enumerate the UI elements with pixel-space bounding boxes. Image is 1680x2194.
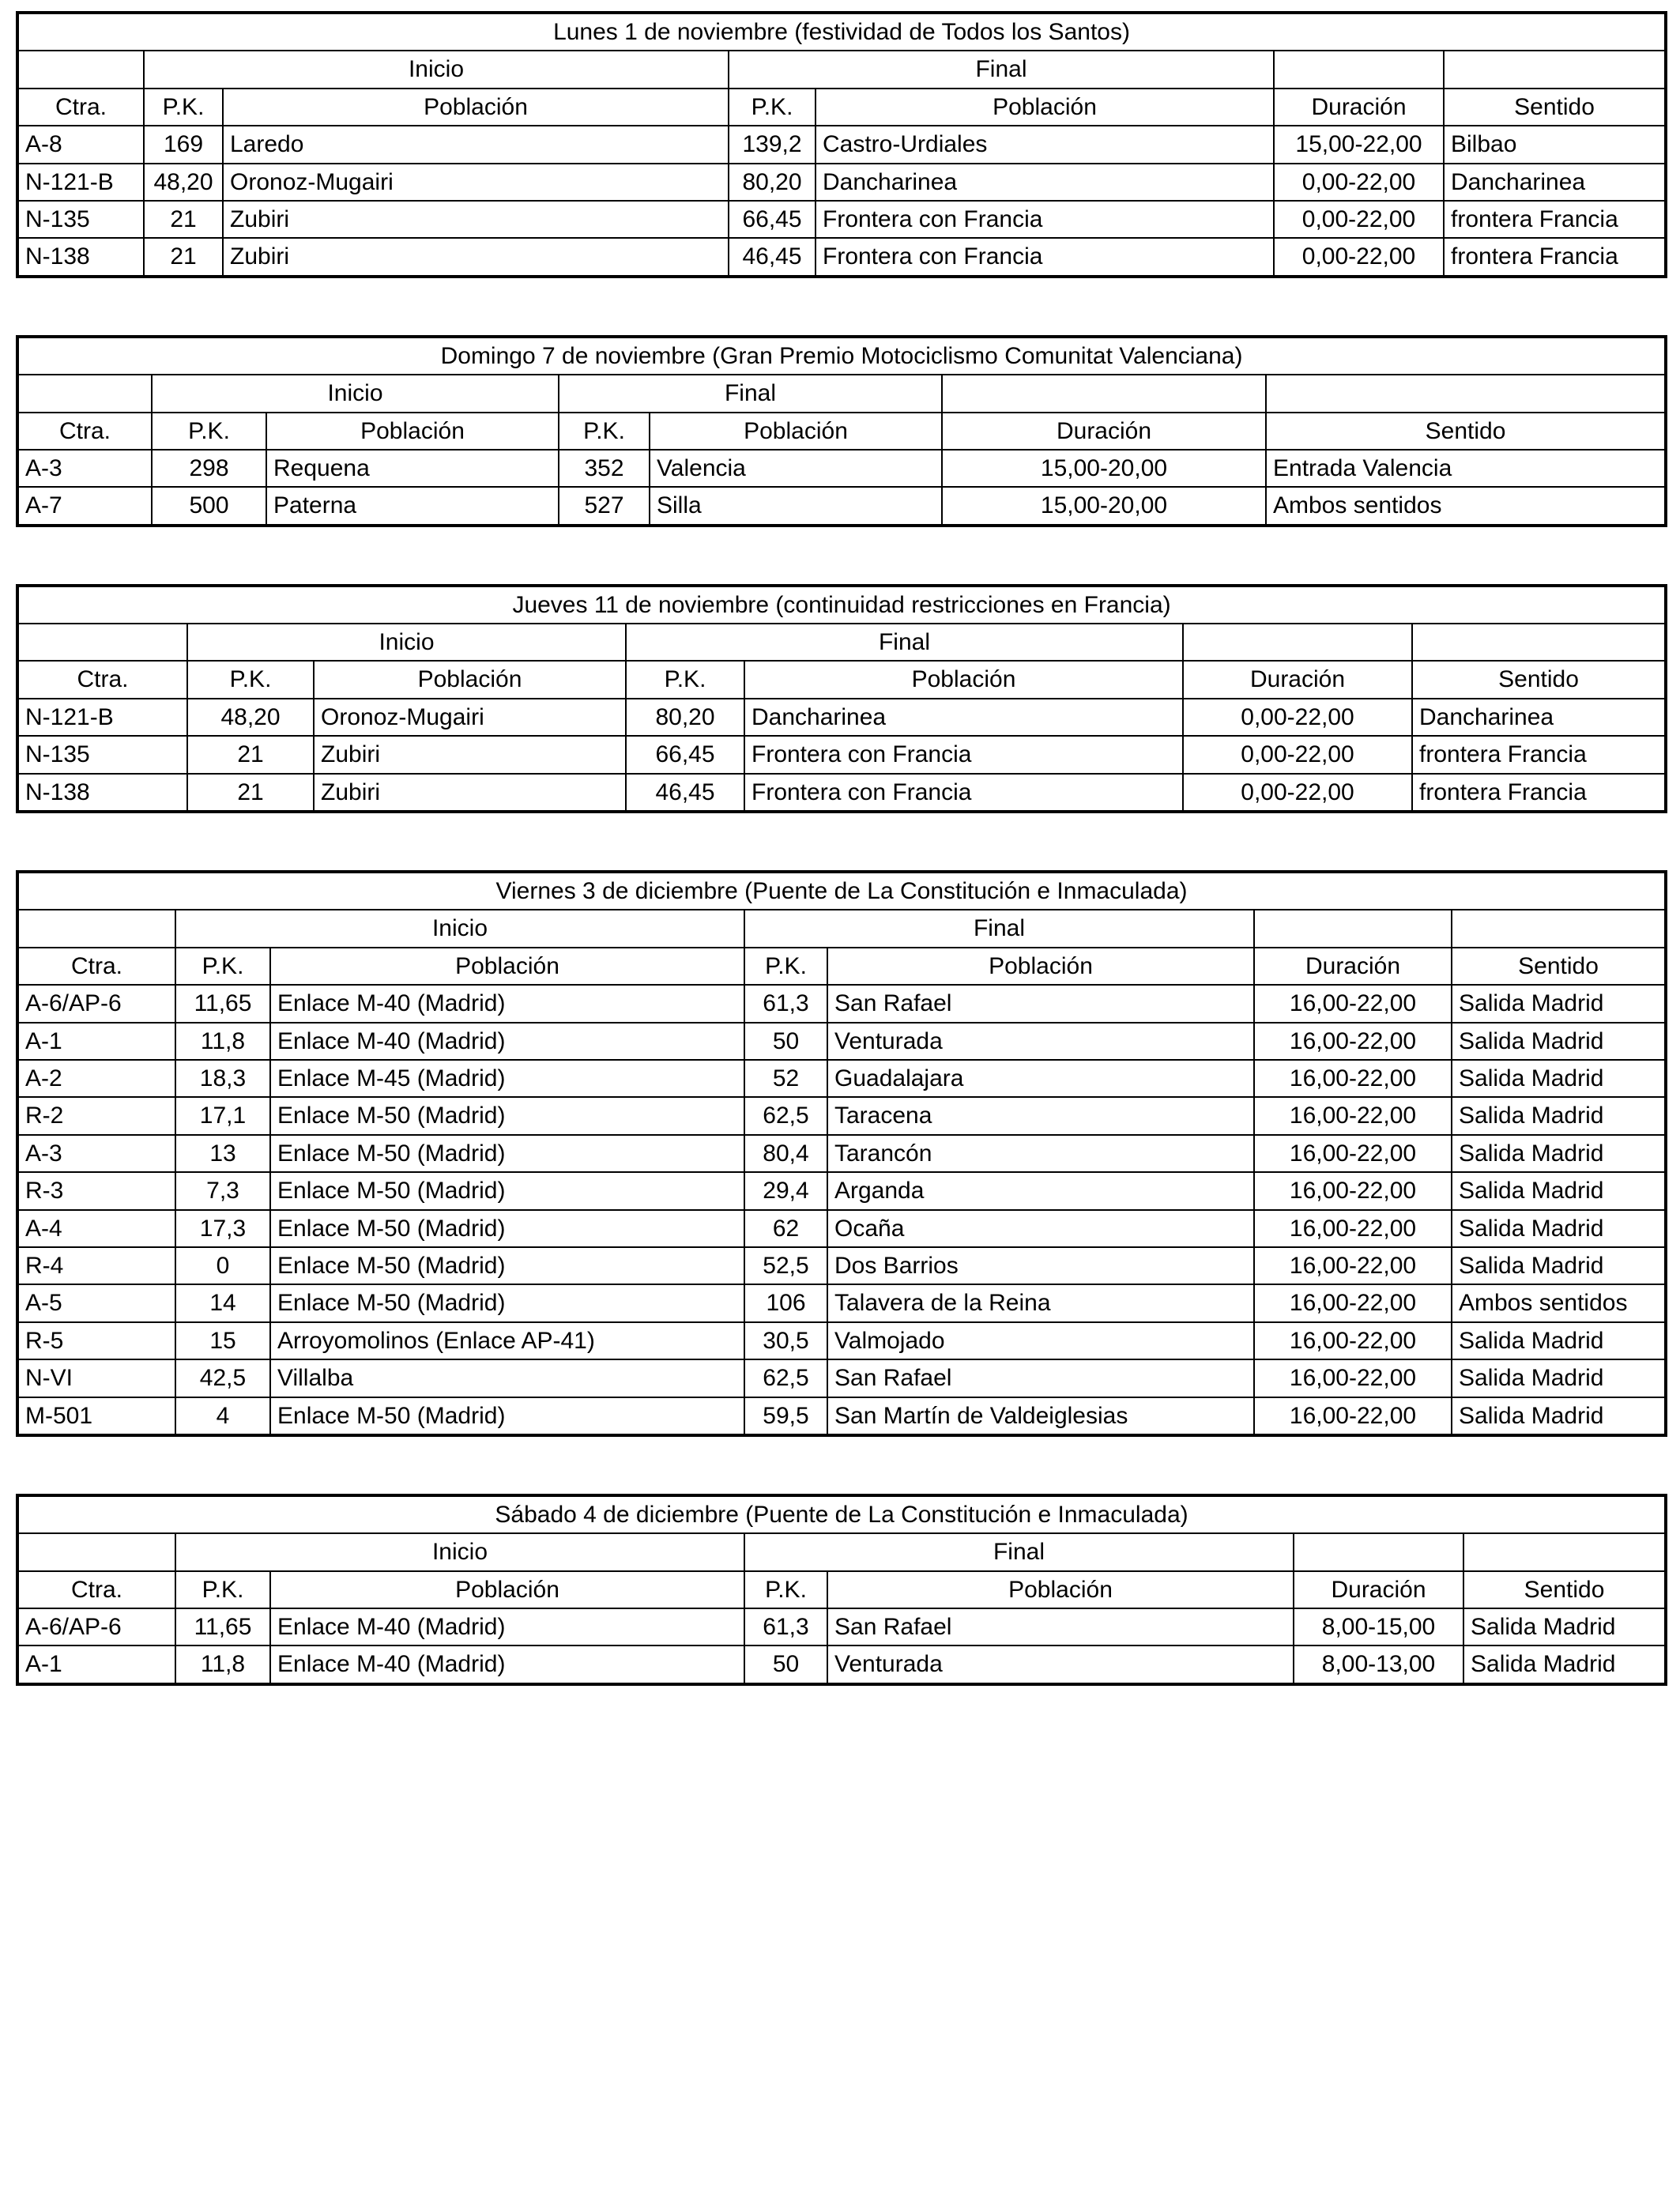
table-group-header-row (17, 624, 1666, 661)
cell-ctra: R-4 (17, 1247, 175, 1284)
cell-pk-final: 139,2 (729, 126, 816, 163)
cell-sentido: Salida Madrid (1452, 1397, 1666, 1435)
col-header-pk-inicio: P.K. (187, 661, 314, 698)
cell-duracion: 8,00-15,00 (1294, 1608, 1463, 1646)
table-row (17, 238, 1666, 276)
cell-poblacion-inicio: Oronoz-Mugairi (223, 164, 729, 201)
cell-sentido: Dancharinea (1444, 164, 1666, 201)
cell-sentido: Salida Madrid (1452, 985, 1666, 1022)
cell-poblacion-final: Frontera con Francia (744, 774, 1183, 812)
col-header-poblacion-final: Población (650, 413, 942, 450)
table-row (17, 201, 1666, 238)
cell-duracion: 0,00-22,00 (1183, 774, 1412, 812)
cell-duracion: 0,00-22,00 (1274, 238, 1444, 276)
cell-sentido: Bilbao (1444, 126, 1666, 163)
group-header-empty (17, 51, 144, 88)
table-group-header-row (17, 910, 1666, 947)
cell-poblacion-inicio: Arroyomolinos (Enlace AP-41) (270, 1322, 744, 1359)
cell-pk-inicio: 14 (175, 1284, 270, 1321)
cell-pk-inicio: 0 (175, 1247, 270, 1284)
cell-poblacion-final: Frontera con Francia (744, 736, 1183, 773)
col-header-duracion: Duración (1183, 661, 1412, 698)
cell-poblacion-final: San Rafael (827, 985, 1254, 1022)
col-header-pk-inicio: P.K. (175, 1571, 270, 1608)
cell-pk-inicio: 42,5 (175, 1359, 270, 1397)
cell-pk-final: 62,5 (744, 1097, 827, 1134)
cell-duracion: 15,00-22,00 (1274, 126, 1444, 163)
cell-poblacion-final: Guadalajara (827, 1060, 1254, 1097)
cell-duracion: 16,00-22,00 (1254, 1284, 1452, 1321)
cell-duracion: 15,00-20,00 (942, 450, 1266, 487)
cell-poblacion-final: San Rafael (827, 1359, 1254, 1397)
col-header-poblacion-final: Población (744, 661, 1183, 698)
cell-ctra: N-138 (17, 238, 144, 276)
table-title: Viernes 3 de diciembre (Puente de La Constitución e Inmaculada) (17, 872, 1666, 910)
table-row (17, 1247, 1666, 1284)
cell-ctra: A-8 (17, 126, 144, 163)
cell-pk-inicio: 298 (152, 450, 266, 487)
group-header-inicio: Inicio (175, 910, 744, 947)
col-header-sentido: Sentido (1452, 948, 1666, 985)
schedule-table-wrapper-4 (16, 1494, 1664, 1686)
cell-pk-inicio: 18,3 (175, 1060, 270, 1097)
table-column-header-row (17, 948, 1666, 985)
cell-poblacion-inicio: Enlace M-50 (Madrid) (270, 1397, 744, 1435)
schedule-table-wrapper-3 (16, 870, 1664, 1437)
cell-poblacion-inicio: Zubiri (223, 238, 729, 276)
cell-poblacion-final: Taracena (827, 1097, 1254, 1134)
table-title: Sábado 4 de diciembre (Puente de La Constitución e Inmaculada) (17, 1495, 1666, 1533)
cell-poblacion-final: Silla (650, 487, 942, 525)
cell-ctra: N-135 (17, 201, 144, 238)
col-header-ctra: Ctra. (17, 948, 175, 985)
cell-ctra: N-121-B (17, 699, 187, 736)
table-row (17, 699, 1666, 736)
table-title: Domingo 7 de noviembre (Gran Premio Motociclismo Comunitat Valenciana) (17, 337, 1666, 375)
col-header-poblacion-inicio: Población (270, 1571, 744, 1608)
col-header-sentido: Sentido (1444, 89, 1666, 126)
col-header-pk-final: P.K. (559, 413, 650, 450)
col-header-ctra: Ctra. (17, 1571, 175, 1608)
cell-pk-inicio: 4 (175, 1397, 270, 1435)
cell-sentido: frontera Francia (1444, 238, 1666, 276)
cell-pk-final: 30,5 (744, 1322, 827, 1359)
schedule-table-wrapper-1 (16, 335, 1664, 527)
table-group-header-row (17, 1533, 1666, 1570)
cell-pk-inicio: 17,3 (175, 1210, 270, 1247)
schedule-table-4 (16, 1494, 1667, 1686)
table-column-header-row (17, 413, 1666, 450)
schedule-table-wrapper-0 (16, 11, 1664, 278)
col-header-duracion: Duración (1294, 1571, 1463, 1608)
group-header-inicio: Inicio (175, 1533, 744, 1570)
cell-poblacion-inicio: Enlace M-40 (Madrid) (270, 1608, 744, 1646)
table-row (17, 1060, 1666, 1097)
group-header-empty-duracion (1294, 1533, 1463, 1570)
table-row (17, 736, 1666, 773)
table-column-header-row (17, 661, 1666, 698)
cell-pk-inicio: 13 (175, 1135, 270, 1172)
cell-sentido: Salida Madrid (1452, 1247, 1666, 1284)
cell-duracion: 0,00-22,00 (1274, 164, 1444, 201)
cell-pk-inicio: 21 (144, 238, 223, 276)
cell-pk-final: 46,45 (626, 774, 744, 812)
cell-pk-inicio: 169 (144, 126, 223, 163)
col-header-pk-inicio: P.K. (175, 948, 270, 985)
cell-poblacion-inicio: Requena (266, 450, 559, 487)
cell-sentido: Salida Madrid (1452, 1135, 1666, 1172)
cell-ctra: A-3 (17, 1135, 175, 1172)
cell-ctra: R-5 (17, 1322, 175, 1359)
cell-ctra: A-3 (17, 450, 152, 487)
col-header-sentido: Sentido (1412, 661, 1666, 698)
cell-pk-inicio: 21 (187, 774, 314, 812)
group-header-empty-duracion (1254, 910, 1452, 947)
col-header-duracion: Duración (1254, 948, 1452, 985)
table-row (17, 1359, 1666, 1397)
schedule-table-1 (16, 335, 1667, 527)
group-header-empty-sentido (1452, 910, 1666, 947)
cell-pk-final: 66,45 (626, 736, 744, 773)
cell-poblacion-inicio: Enlace M-45 (Madrid) (270, 1060, 744, 1097)
cell-ctra: A-6/AP-6 (17, 1608, 175, 1646)
cell-poblacion-inicio: Enlace M-50 (Madrid) (270, 1172, 744, 1209)
cell-poblacion-final: San Rafael (827, 1608, 1294, 1646)
cell-duracion: 16,00-22,00 (1254, 1359, 1452, 1397)
cell-poblacion-final: Venturada (827, 1646, 1294, 1683)
cell-poblacion-final: Dancharinea (816, 164, 1274, 201)
cell-pk-inicio: 11,65 (175, 985, 270, 1022)
table-row (17, 1097, 1666, 1134)
group-header-empty (17, 624, 187, 661)
schedule-table-wrapper-2 (16, 584, 1664, 813)
col-header-pk-final: P.K. (744, 1571, 827, 1608)
cell-ctra: A-2 (17, 1060, 175, 1097)
table-row (17, 487, 1666, 525)
group-header-final: Final (744, 910, 1254, 947)
col-header-duracion: Duración (942, 413, 1266, 450)
cell-pk-inicio: 11,65 (175, 1608, 270, 1646)
col-header-pk-inicio: P.K. (152, 413, 266, 450)
cell-sentido: Salida Madrid (1452, 1172, 1666, 1209)
cell-poblacion-final: Valencia (650, 450, 942, 487)
cell-sentido: Salida Madrid (1463, 1646, 1666, 1683)
cell-sentido: frontera Francia (1412, 736, 1666, 773)
cell-pk-final: 46,45 (729, 238, 816, 276)
cell-poblacion-inicio: Enlace M-50 (Madrid) (270, 1135, 744, 1172)
table-row (17, 1135, 1666, 1172)
cell-duracion: 16,00-22,00 (1254, 985, 1452, 1022)
table-row (17, 1210, 1666, 1247)
table-row (17, 1023, 1666, 1060)
cell-sentido: Salida Madrid (1463, 1608, 1666, 1646)
col-header-ctra: Ctra. (17, 661, 187, 698)
cell-duracion: 16,00-22,00 (1254, 1247, 1452, 1284)
cell-sentido: Entrada Valencia (1266, 450, 1666, 487)
table-title-row (17, 13, 1666, 51)
group-header-empty-duracion (942, 375, 1266, 412)
cell-pk-final: 80,20 (729, 164, 816, 201)
cell-poblacion-inicio: Villalba (270, 1359, 744, 1397)
col-header-sentido: Sentido (1266, 413, 1666, 450)
cell-poblacion-inicio: Enlace M-40 (Madrid) (270, 985, 744, 1022)
table-column-header-row (17, 89, 1666, 126)
cell-poblacion-final: Castro-Urdiales (816, 126, 1274, 163)
cell-pk-final: 50 (744, 1023, 827, 1060)
group-header-empty-duracion (1274, 51, 1444, 88)
cell-ctra: N-138 (17, 774, 187, 812)
cell-poblacion-inicio: Enlace M-50 (Madrid) (270, 1097, 744, 1134)
table-row (17, 1284, 1666, 1321)
cell-ctra: A-5 (17, 1284, 175, 1321)
cell-pk-final: 527 (559, 487, 650, 525)
cell-poblacion-final: San Martín de Valdeiglesias (827, 1397, 1254, 1435)
table-row (17, 1322, 1666, 1359)
cell-pk-inicio: 500 (152, 487, 266, 525)
col-header-poblacion-inicio: Población (266, 413, 559, 450)
table-title: Jueves 11 de noviembre (continuidad restricciones en Francia) (17, 586, 1666, 624)
group-header-empty (17, 1533, 175, 1570)
cell-pk-final: 59,5 (744, 1397, 827, 1435)
cell-duracion: 16,00-22,00 (1254, 1322, 1452, 1359)
cell-pk-inicio: 17,1 (175, 1097, 270, 1134)
cell-ctra: A-7 (17, 487, 152, 525)
cell-poblacion-inicio: Enlace M-50 (Madrid) (270, 1247, 744, 1284)
table-row (17, 1608, 1666, 1646)
table-row (17, 985, 1666, 1022)
table-title: Lunes 1 de noviembre (festividad de Todos los Santos) (17, 13, 1666, 51)
cell-sentido: Salida Madrid (1452, 1210, 1666, 1247)
cell-pk-inicio: 7,3 (175, 1172, 270, 1209)
cell-poblacion-final: Talavera de la Reina (827, 1284, 1254, 1321)
cell-pk-final: 61,3 (744, 1608, 827, 1646)
cell-duracion: 0,00-22,00 (1274, 201, 1444, 238)
cell-poblacion-inicio: Enlace M-40 (Madrid) (270, 1023, 744, 1060)
cell-pk-inicio: 48,20 (144, 164, 223, 201)
cell-sentido: Salida Madrid (1452, 1322, 1666, 1359)
table-group-header-row (17, 51, 1666, 88)
cell-poblacion-final: Dancharinea (744, 699, 1183, 736)
table-title-row (17, 872, 1666, 910)
cell-poblacion-inicio: Enlace M-50 (Madrid) (270, 1210, 744, 1247)
col-header-ctra: Ctra. (17, 89, 144, 126)
schedule-table-0 (16, 11, 1667, 278)
cell-duracion: 16,00-22,00 (1254, 1172, 1452, 1209)
cell-sentido: Salida Madrid (1452, 1023, 1666, 1060)
cell-poblacion-final: Tarancón (827, 1135, 1254, 1172)
group-header-final: Final (559, 375, 942, 412)
cell-poblacion-final: Valmojado (827, 1322, 1254, 1359)
group-header-final: Final (744, 1533, 1294, 1570)
cell-pk-inicio: 21 (144, 201, 223, 238)
table-row (17, 126, 1666, 163)
cell-poblacion-final: Venturada (827, 1023, 1254, 1060)
cell-pk-final: 61,3 (744, 985, 827, 1022)
cell-poblacion-inicio: Zubiri (314, 736, 626, 773)
cell-ctra: R-3 (17, 1172, 175, 1209)
col-header-pk-inicio: P.K. (144, 89, 223, 126)
col-header-pk-final: P.K. (626, 661, 744, 698)
cell-poblacion-inicio: Paterna (266, 487, 559, 525)
table-row (17, 1646, 1666, 1683)
group-header-inicio: Inicio (152, 375, 559, 412)
cell-pk-final: 106 (744, 1284, 827, 1321)
cell-pk-final: 80,20 (626, 699, 744, 736)
group-header-empty-sentido (1412, 624, 1666, 661)
cell-pk-final: 29,4 (744, 1172, 827, 1209)
cell-pk-inicio: 48,20 (187, 699, 314, 736)
col-header-poblacion-inicio: Población (314, 661, 626, 698)
table-row (17, 450, 1666, 487)
cell-sentido: Salida Madrid (1452, 1060, 1666, 1097)
cell-duracion: 16,00-22,00 (1254, 1135, 1452, 1172)
cell-poblacion-inicio: Laredo (223, 126, 729, 163)
cell-pk-inicio: 21 (187, 736, 314, 773)
cell-ctra: A-6/AP-6 (17, 985, 175, 1022)
group-header-empty-sentido (1444, 51, 1666, 88)
group-header-final: Final (626, 624, 1183, 661)
cell-ctra: A-1 (17, 1023, 175, 1060)
cell-duracion: 0,00-22,00 (1183, 699, 1412, 736)
col-header-sentido: Sentido (1463, 1571, 1666, 1608)
cell-duracion: 16,00-22,00 (1254, 1397, 1452, 1435)
cell-ctra: N-135 (17, 736, 187, 773)
cell-duracion: 0,00-22,00 (1183, 736, 1412, 773)
cell-poblacion-inicio: Zubiri (314, 774, 626, 812)
cell-sentido: frontera Francia (1444, 201, 1666, 238)
cell-poblacion-inicio: Enlace M-50 (Madrid) (270, 1284, 744, 1321)
table-title-row (17, 586, 1666, 624)
group-header-empty (17, 910, 175, 947)
cell-ctra: R-2 (17, 1097, 175, 1134)
cell-poblacion-final: Frontera con Francia (816, 238, 1274, 276)
group-header-empty-sentido (1463, 1533, 1666, 1570)
cell-poblacion-final: Dos Barrios (827, 1247, 1254, 1284)
table-row (17, 1172, 1666, 1209)
col-header-poblacion-final: Población (816, 89, 1274, 126)
cell-pk-inicio: 11,8 (175, 1023, 270, 1060)
schedule-table-3 (16, 870, 1667, 1437)
group-header-empty-sentido (1266, 375, 1666, 412)
cell-poblacion-inicio: Oronoz-Mugairi (314, 699, 626, 736)
cell-sentido: Salida Madrid (1452, 1359, 1666, 1397)
cell-ctra: N-VI (17, 1359, 175, 1397)
cell-ctra: M-501 (17, 1397, 175, 1435)
col-header-pk-final: P.K. (744, 948, 827, 985)
cell-poblacion-inicio: Enlace M-40 (Madrid) (270, 1646, 744, 1683)
cell-sentido: Dancharinea (1412, 699, 1666, 736)
cell-poblacion-final: Frontera con Francia (816, 201, 1274, 238)
cell-ctra: A-1 (17, 1646, 175, 1683)
cell-pk-final: 80,4 (744, 1135, 827, 1172)
table-row (17, 164, 1666, 201)
col-header-ctra: Ctra. (17, 413, 152, 450)
table-column-header-row (17, 1571, 1666, 1608)
cell-pk-final: 52 (744, 1060, 827, 1097)
col-header-pk-final: P.K. (729, 89, 816, 126)
cell-poblacion-inicio: Zubiri (223, 201, 729, 238)
cell-pk-final: 52,5 (744, 1247, 827, 1284)
cell-pk-final: 352 (559, 450, 650, 487)
schedule-table-2 (16, 584, 1667, 813)
cell-duracion: 16,00-22,00 (1254, 1097, 1452, 1134)
cell-duracion: 16,00-22,00 (1254, 1210, 1452, 1247)
cell-pk-final: 62,5 (744, 1359, 827, 1397)
cell-pk-inicio: 15 (175, 1322, 270, 1359)
cell-poblacion-final: Arganda (827, 1172, 1254, 1209)
cell-pk-inicio: 11,8 (175, 1646, 270, 1683)
table-row (17, 774, 1666, 812)
table-row (17, 1397, 1666, 1435)
group-header-empty (17, 375, 152, 412)
group-header-final: Final (729, 51, 1274, 88)
cell-duracion: 15,00-20,00 (942, 487, 1266, 525)
cell-poblacion-final: Ocaña (827, 1210, 1254, 1247)
col-header-poblacion-inicio: Población (270, 948, 744, 985)
group-header-inicio: Inicio (187, 624, 626, 661)
cell-duracion: 16,00-22,00 (1254, 1023, 1452, 1060)
col-header-poblacion-inicio: Población (223, 89, 729, 126)
cell-duracion: 8,00-13,00 (1294, 1646, 1463, 1683)
cell-sentido: Salida Madrid (1452, 1097, 1666, 1134)
table-title-row (17, 337, 1666, 375)
group-header-inicio: Inicio (144, 51, 729, 88)
table-group-header-row (17, 375, 1666, 412)
col-header-duracion: Duración (1274, 89, 1444, 126)
cell-ctra: A-4 (17, 1210, 175, 1247)
group-header-empty-duracion (1183, 624, 1412, 661)
cell-sentido: Ambos sentidos (1266, 487, 1666, 525)
table-title-row (17, 1495, 1666, 1533)
cell-pk-final: 50 (744, 1646, 827, 1683)
cell-duracion: 16,00-22,00 (1254, 1060, 1452, 1097)
col-header-poblacion-final: Población (827, 1571, 1294, 1608)
cell-sentido: frontera Francia (1412, 774, 1666, 812)
cell-ctra: N-121-B (17, 164, 144, 201)
cell-pk-final: 66,45 (729, 201, 816, 238)
cell-sentido: Ambos sentidos (1452, 1284, 1666, 1321)
col-header-poblacion-final: Población (827, 948, 1254, 985)
cell-pk-final: 62 (744, 1210, 827, 1247)
